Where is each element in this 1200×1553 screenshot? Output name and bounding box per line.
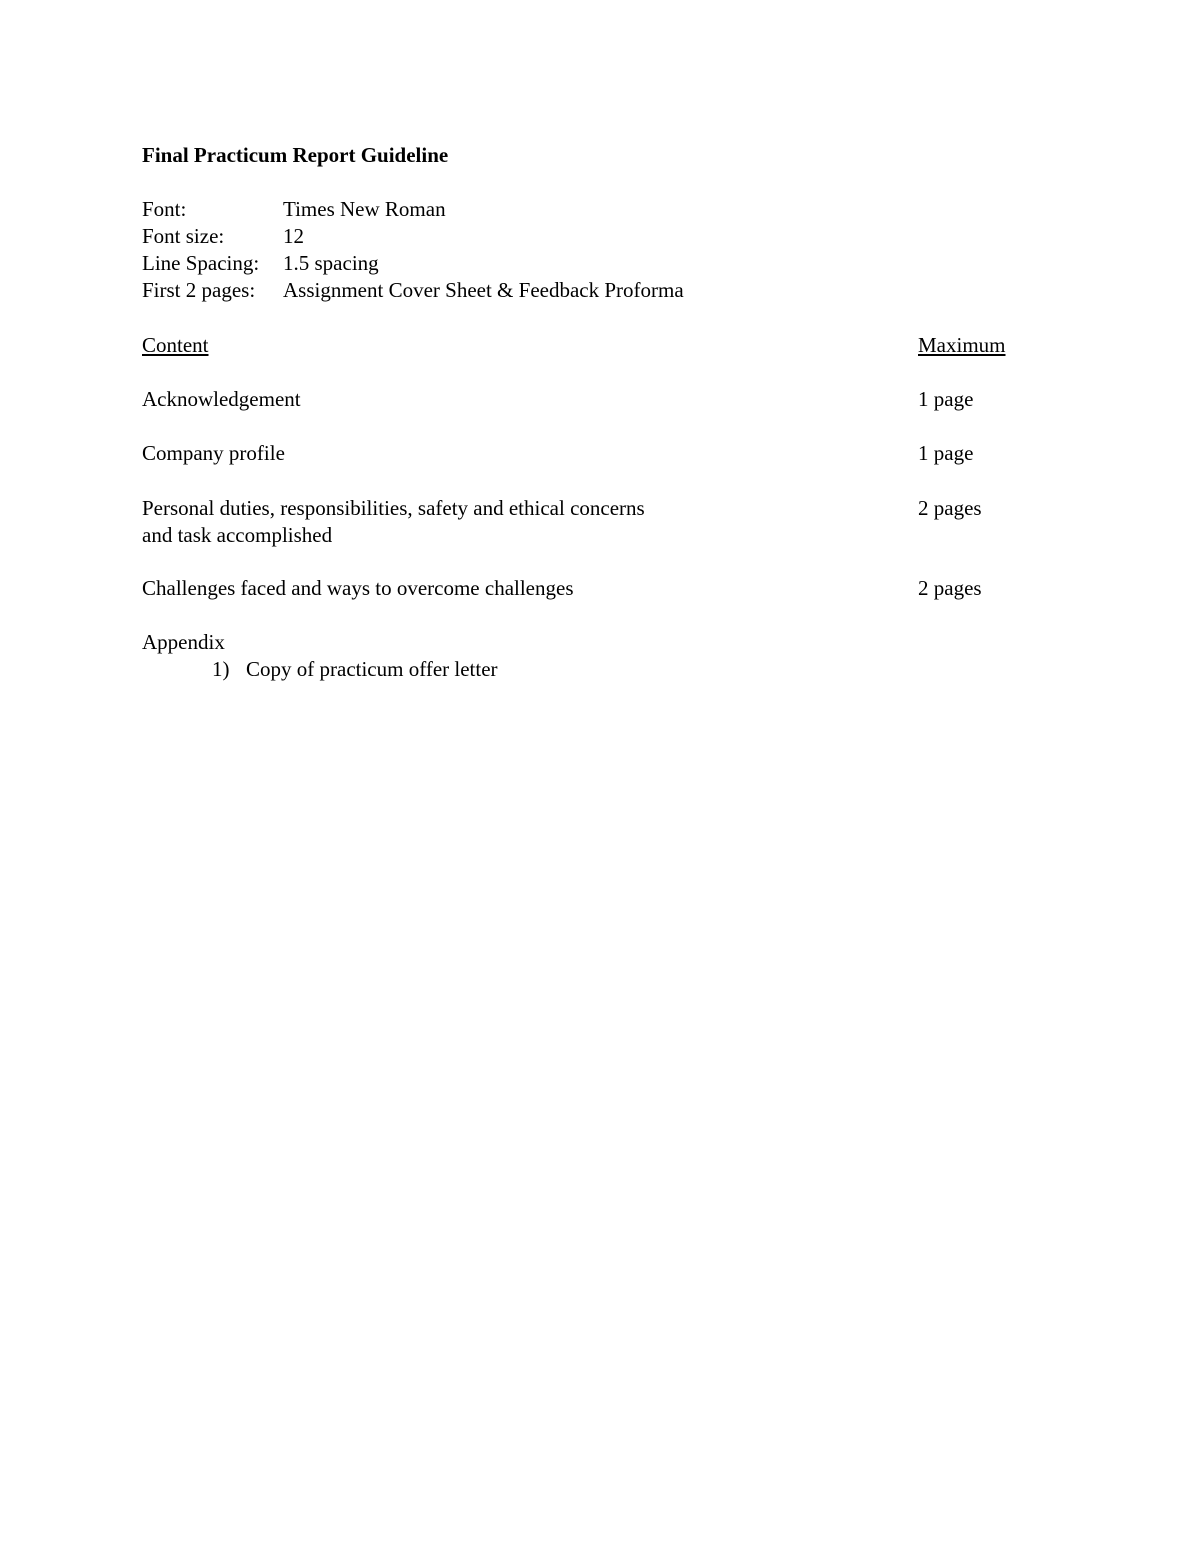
content-item-line: and task accomplished [142,523,333,547]
spec-label: First 2 pages: [142,278,256,302]
spec-label: Line Spacing: [142,251,260,275]
content-item: Acknowledgement [142,387,301,411]
content-item: Company profile [142,441,285,465]
content-item: Challenges faced and ways to overcome challenges [142,576,574,600]
spec-row-line-spacing [142,250,684,277]
spec-value: Assignment Cover Sheet & Feedback Proforma [283,278,684,302]
spec-label: Font: [142,197,187,221]
maximum-column-header: Maximum [918,333,1006,357]
content-column-header: Content [142,333,209,357]
document-title: Final Practicum Report Guideline [142,143,449,167]
spec-value: Times New Roman [283,197,446,221]
list-item-text: Copy of practicum offer letter [246,657,498,681]
spec-row-first-pages [142,277,684,304]
spec-label: Font size: [142,224,225,248]
content-item [142,495,842,549]
spec-row-font [142,196,684,223]
maximum-value: 1 page [918,441,974,465]
list-number: 1) [212,657,230,681]
appendix-heading: Appendix [142,630,225,654]
format-specs [142,196,684,304]
spec-row-font-size [142,223,684,250]
content-item-line: Personal duties, responsibilities, safety and ethical concerns [142,496,645,520]
maximum-value: 2 pages [918,576,982,600]
spec-value: 12 [283,224,304,248]
spec-value: 1.5 spacing [283,251,379,275]
maximum-value: 1 page [918,387,974,411]
appendix-list-item [212,656,498,683]
maximum-value: 2 pages [918,496,982,520]
